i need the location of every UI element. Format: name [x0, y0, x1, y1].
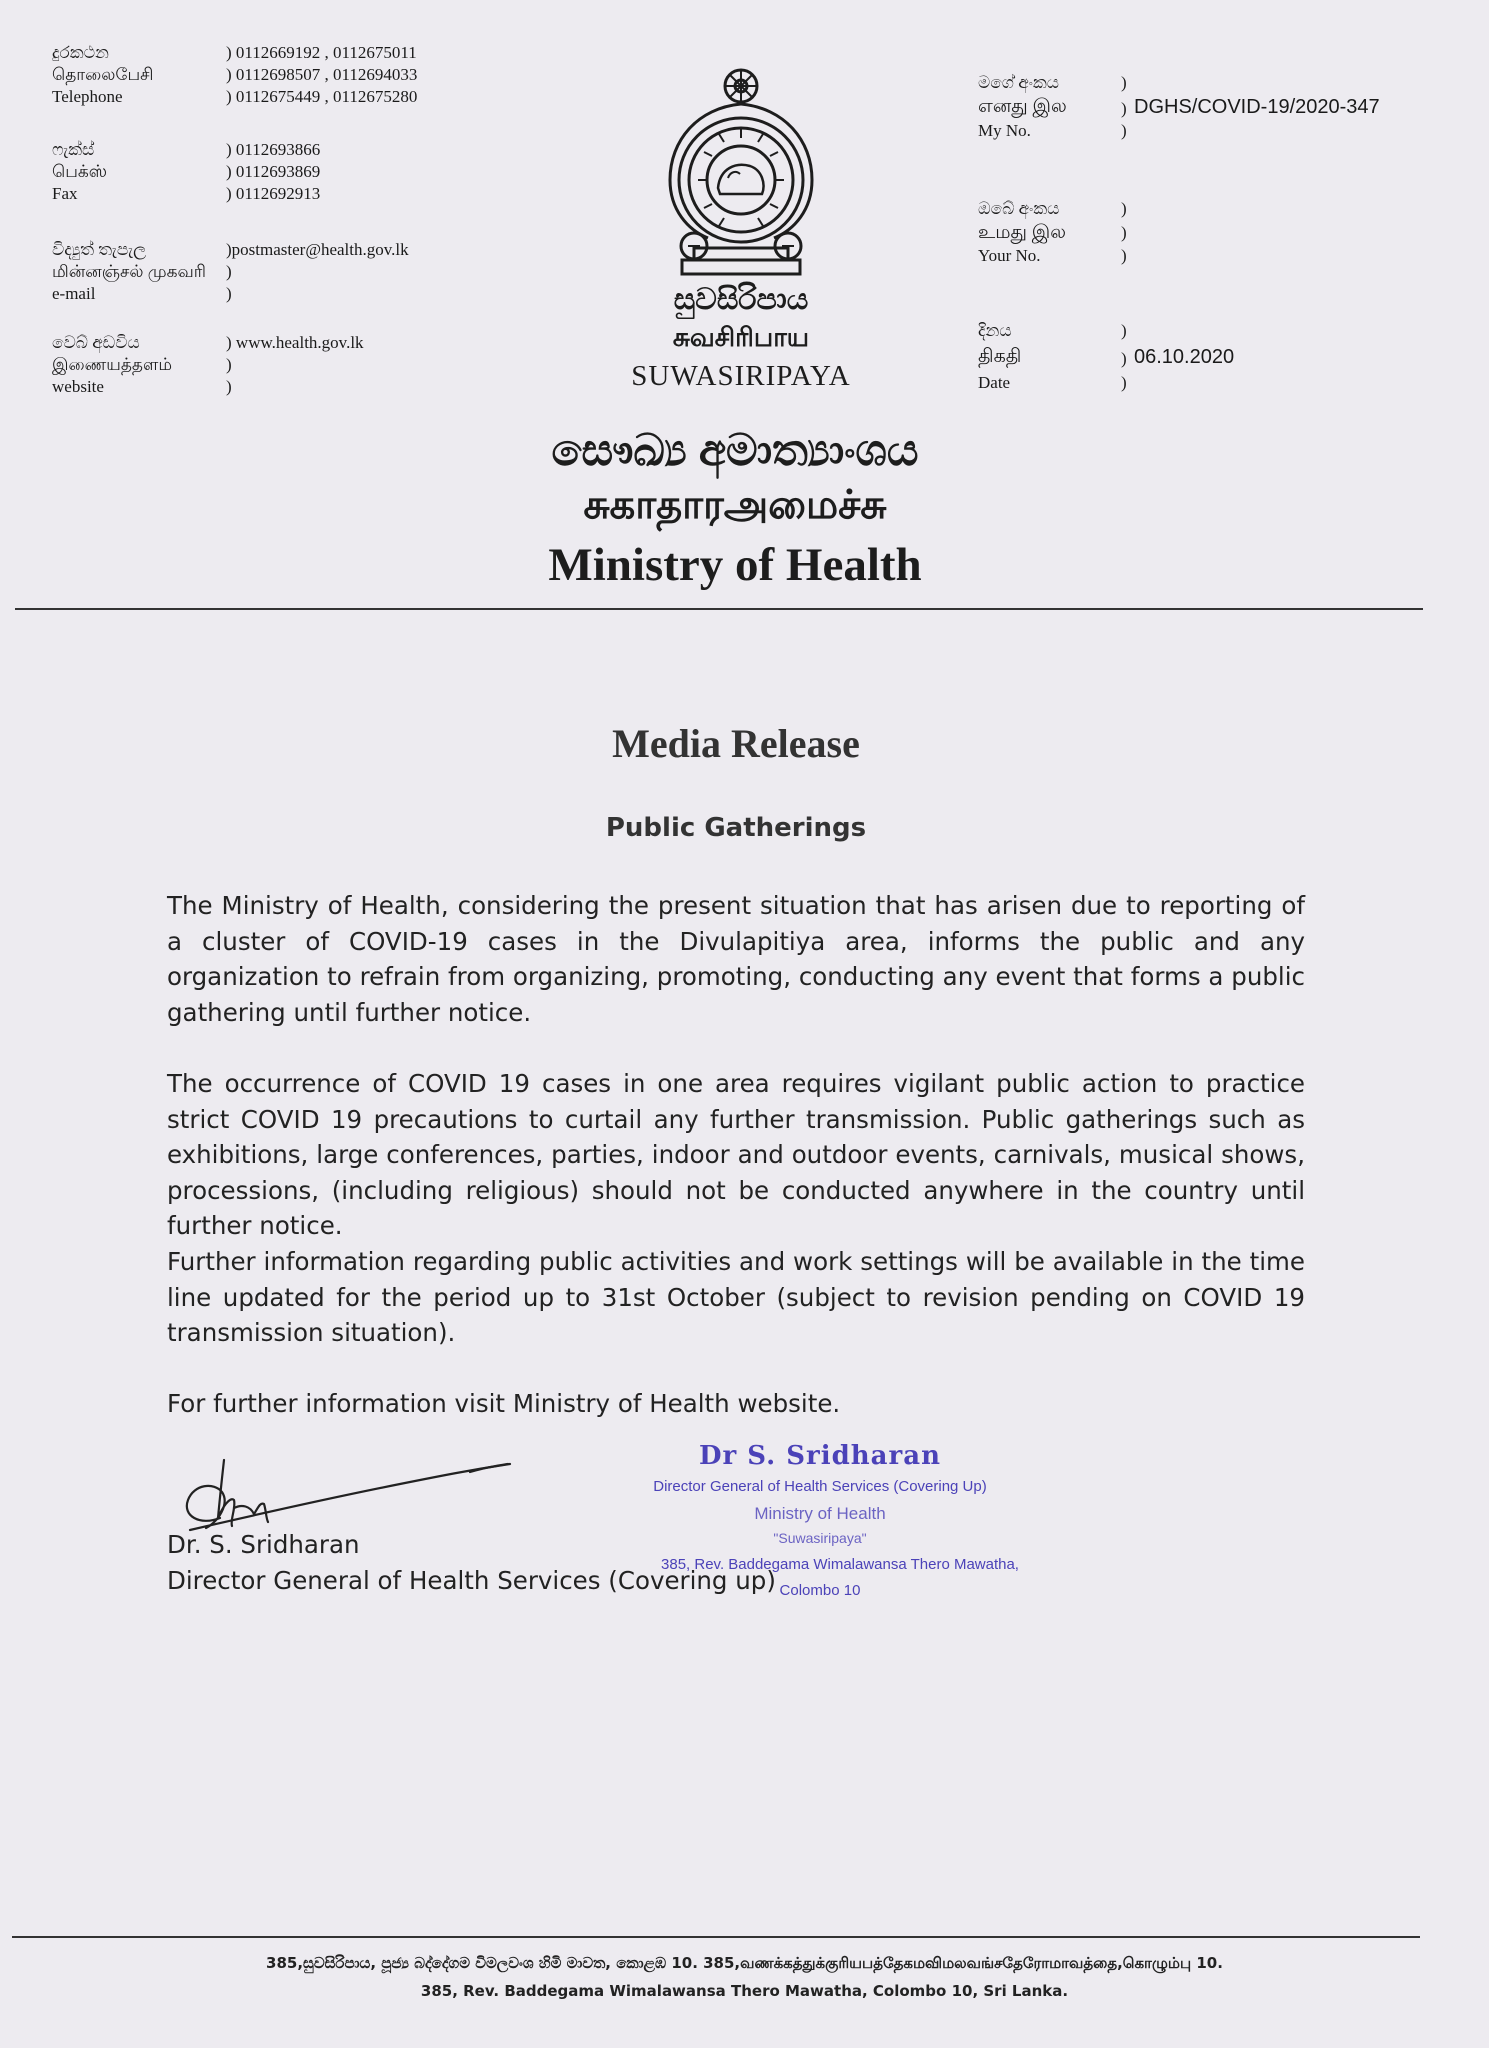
contact-label: Telephone: [52, 87, 123, 106]
body-paragraph: Further information regarding public activities and work settings will be available in the time line updated for the period up to 31st October (subject to revision pending on COVID 19 transmission situation).: [167, 1247, 1305, 1347]
reference-label: Date: [978, 373, 1011, 392]
footer-divider: [12, 1936, 1420, 1938]
contact-value: ): [226, 262, 232, 281]
reference-label: திகதி: [978, 346, 1022, 367]
reference-bracket: ): [1121, 99, 1127, 118]
stamp-line: 385, Rev. Baddegama Wimalawansa Thero Mawatha,: [661, 1556, 1019, 1573]
reference-label: දිනය: [978, 321, 1012, 340]
footer-address-local: 385,සුවසිරිපාය, පූජ්‍ය බද්දේගම විමලවංශ හිමි මාවත, කොළඹ 10. 385,வணக்கத்துக்குரியபத்தேகமவிமலவங்சதேரோமாவத்தை,கொழும்பு 10.: [266, 1954, 1223, 1972]
contact-value: ): [226, 355, 232, 374]
reference-bracket: ): [1121, 321, 1127, 340]
ministry-sinhala-title: සෞඛ්‍ය අමාත්‍යාංශය: [551, 426, 919, 475]
reference-bracket: ): [1121, 373, 1127, 392]
contact-value: ) 0112675449 , 0112675280: [226, 87, 418, 106]
emblem-tamil-text: சுவசிரிபாய: [672, 322, 810, 352]
reference-label: My No.: [978, 121, 1031, 140]
contact-label: தொலைபேசி: [52, 65, 154, 84]
contact-value: )postmaster@health.gov.lk: [226, 240, 409, 259]
footer-address-english: 385, Rev. Baddegama Wimalawansa Thero Mawatha, Colombo 10, Sri Lanka.: [420, 1982, 1069, 2000]
contact-value: ) 0112693866: [226, 140, 321, 159]
reference-bracket: ): [1121, 246, 1127, 265]
stamp-name: Dr S. Sridharan: [699, 1441, 941, 1471]
contact-label: ෆැක්ස්: [52, 140, 95, 159]
stamp-line: Colombo 10: [779, 1582, 861, 1599]
contact-value: ): [226, 284, 232, 303]
emblem-english-text: SUWASIRIPAYA: [631, 360, 851, 392]
contact-label: website: [52, 377, 104, 396]
contact-value: ) 0112698507 , 0112694033: [226, 65, 418, 84]
reference-label: எனது இல: [978, 96, 1067, 117]
contact-label: மின்னஞ்சல் முகவரி: [52, 262, 206, 281]
document-subtitle: Public Gatherings: [605, 813, 867, 843]
reference-bracket: ): [1121, 349, 1127, 368]
national-emblem-icon: [658, 60, 824, 282]
contact-label: இணையத்தளம்: [52, 355, 172, 374]
stamp-line: Ministry of Health: [754, 1504, 886, 1523]
stamp-line: Director General of Health Services (Covering Up): [653, 1478, 987, 1495]
reference-bracket: ): [1121, 73, 1127, 92]
contact-value: ) www.health.gov.lk: [226, 333, 364, 352]
document-title: Media Release: [612, 721, 860, 766]
reference-bracket: ): [1121, 223, 1127, 242]
signatory-name: Dr. S. Sridharan: [167, 1530, 360, 1559]
reference-label: ඔබේ අංකය: [978, 199, 1060, 218]
ministry-tamil-title: சுகாதாரஅமைச்சு: [583, 483, 887, 527]
reference-label: உமது இல: [978, 222, 1067, 243]
body-paragraph: The occurrence of COVID 19 cases in one area requires vigilant public action to practice strict COVID 19 precautions to curtail any further transmission. Public gatherings such as exhibitions, large conferences, parties, indoor and outdoor events, carnivals, musical shows, processions, (including religious) should not be conducted anywhere in the country until further notice.: [167, 1069, 1305, 1240]
signatory-title: Director General of Health Services (Covering up): [167, 1566, 776, 1595]
body-paragraph: For further information visit Ministry of Health website.: [167, 1389, 841, 1418]
emblem-sinhala-text: සුවසිරිපාය: [673, 283, 809, 316]
contact-label: e-mail: [52, 284, 96, 303]
contact-label: වෙබ් අඩවිය: [52, 333, 140, 352]
contact-value: ) 0112692913: [226, 184, 321, 203]
ministry-english-title: Ministry of Health: [548, 539, 922, 591]
contact-label: பெக்ஸ்: [52, 162, 108, 181]
header-divider: [15, 608, 1423, 610]
reference-label: මගේ අංකය: [978, 73, 1060, 92]
contact-value: ) 0112693869: [226, 162, 321, 181]
contact-label: විද්‍යුත් තැපැල: [52, 240, 147, 259]
my-number-value: DGHS/COVID-19/2020-347: [1134, 96, 1380, 118]
contact-value: ) 0112669192 , 0112675011: [226, 43, 417, 62]
contact-value: ): [226, 377, 232, 396]
reference-bracket: ): [1121, 121, 1127, 140]
date-value: 06.10.2020: [1134, 346, 1235, 368]
contact-label: Fax: [52, 184, 78, 203]
body-paragraph: The Ministry of Health, considering the present situation that has arisen due to reporting of a cluster of COVID-19 cases in the Divulapitiya area, informs the public and any organization to refrain from organizing, promoting, conducting any event that forms a public gathering until further notice.: [167, 891, 1305, 1027]
stamp-line: "Suwasiripaya": [773, 1530, 867, 1546]
reference-bracket: ): [1121, 199, 1127, 218]
reference-label: Your No.: [978, 246, 1041, 265]
contact-label: දුරකථන: [52, 43, 109, 62]
